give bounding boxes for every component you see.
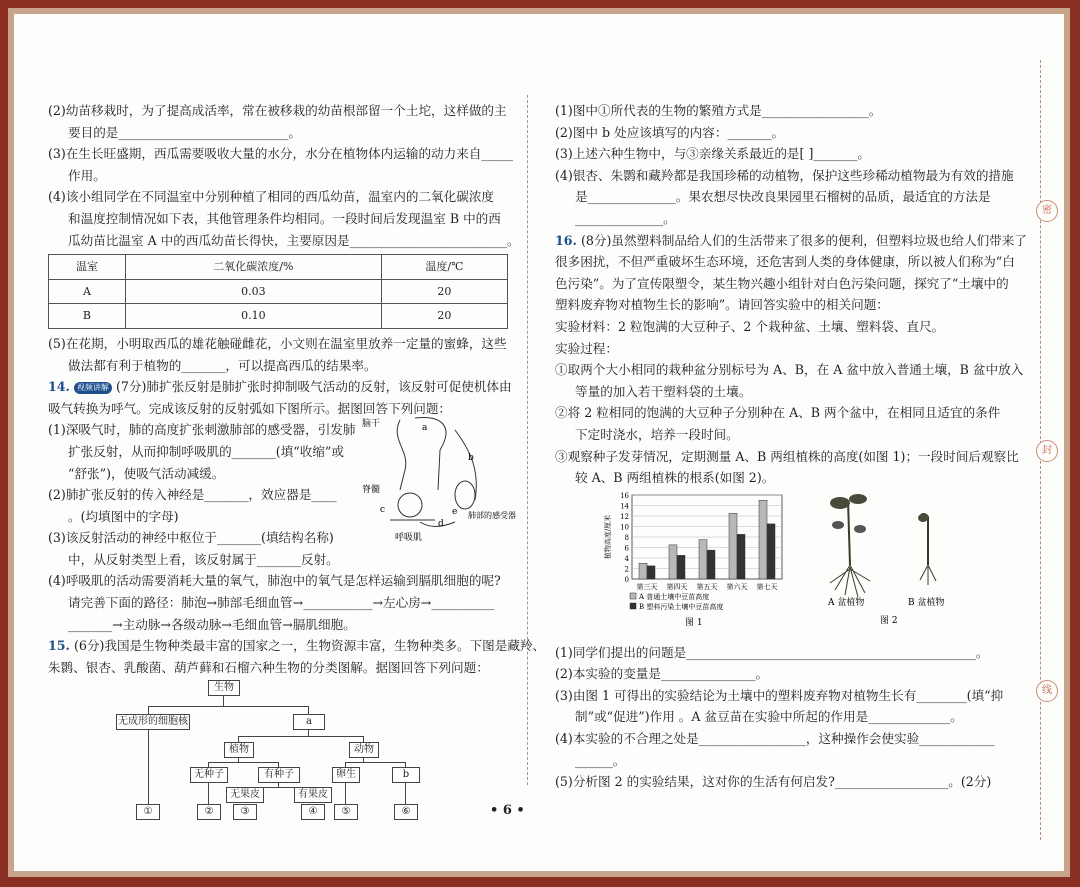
q13-5-line1: (5)在花期，小明取西瓜的雄花触碰雌花，小文则在温室里放养一定量的蜜蜂，这些	[48, 335, 507, 351]
label-brainstem: 脑干	[362, 419, 381, 429]
y-tick-label: 14	[620, 502, 629, 511]
q15-2: (2)图中 b 处应该填写的内容：_______。	[555, 124, 785, 140]
q15-number: 15.	[48, 638, 70, 654]
q15-head-text: (6分)我国是生物种类最丰富的国家之一，生物资源丰富，生物种类多。下图是藏羚、	[73, 638, 546, 654]
q15-4-line1: (4)银杏、朱鹮和藏羚都是我国珍稀的动植物，保护这些珍稀动植物最为有效的措施	[555, 167, 1014, 183]
chart-plot	[603, 492, 782, 611]
plant-figure	[810, 485, 970, 625]
y-tick-label: 2	[624, 565, 629, 574]
lung-receptor	[455, 481, 475, 509]
label-c: c	[380, 505, 386, 515]
tree-node-plant: 植物	[224, 742, 254, 758]
q13-3-line2: 作用。	[68, 167, 106, 183]
page-number: • 6 •	[490, 803, 525, 818]
bar-series-1	[699, 540, 707, 579]
y-tick-label: 4	[624, 555, 629, 563]
tree-leaf-1: ①	[136, 804, 160, 820]
tree-node-no-seed: 无种子	[190, 767, 228, 783]
q16-head-line2: 很多困扰，不但严重破坏生态环境，还危害到人类的身体健康，所以被人们称为“白	[555, 254, 1015, 270]
q13-4-line3: 瓜幼苗比温室 A 中的西瓜幼苗长得快，主要原因是_________________________。	[68, 232, 520, 248]
table-cell: 20	[381, 304, 507, 329]
tree-node-pericarp: 有果皮	[294, 787, 332, 803]
label-spinal: 脊髓	[362, 485, 381, 495]
bar-series-1	[639, 563, 647, 579]
legend-entry: B 塑料污染土壤中豆苗高度	[639, 603, 724, 611]
y-tick-label: 10	[620, 523, 629, 532]
bar-series-2	[677, 555, 685, 579]
q15-1: (1)图中①所代表的生物的繁殖方式是_________________。	[555, 103, 882, 118]
q16-5: (5)分析图 2 的实验结果，这对你的生活有何启发?__________________。(2分)	[555, 774, 992, 790]
table-header: 二氧化碳浓度/%	[125, 255, 381, 280]
y-tick-label: 12	[620, 513, 629, 521]
step1-line2: 等量的加入若干塑料袋的土壤。	[575, 383, 752, 399]
y-tick-label: 6	[624, 544, 629, 553]
q14-4-line1: (4)呼吸肌的活动需要消耗大量的氧气，肺泡中的氧气是怎样运输到膈肌细胞的呢?	[48, 573, 501, 589]
tree-leaf-2: ②	[197, 804, 221, 820]
greenhouse-table	[48, 254, 508, 329]
step3-line2: 较 A、B 两组植株的根系(如图 2)。	[575, 470, 775, 486]
table-cell: 0.10	[125, 304, 381, 329]
bar-series-2	[647, 566, 655, 579]
table-header-row	[49, 255, 508, 280]
q16-head-line1	[555, 230, 1025, 252]
q15-3: (3)上述六种生物中，与③亲缘关系最近的是[ ]_______。	[555, 146, 871, 162]
y-tick-label: 0	[624, 576, 629, 584]
tree-line	[148, 728, 149, 804]
q15-head-line1	[48, 635, 546, 657]
tree-line	[308, 706, 309, 714]
q16-head-line4: 塑料废弃物对植物生长的影响”。请回答实验中的相关问题：	[555, 297, 889, 313]
bar-series-1	[759, 500, 767, 579]
x-tick-label: 第五天	[696, 583, 718, 591]
nerve-b	[455, 430, 476, 500]
classification-tree	[48, 682, 510, 818]
y-tick-label: 8	[624, 534, 629, 542]
q16-3-line1: (3)由图 1 可得出的实验结论为土壤中的塑料废弃物对植物生长有________(填“抑	[555, 687, 1004, 703]
q14-3-line1: (3)该反射活动的神经中枢位于_______(填结构名称)	[48, 530, 334, 546]
table-header: 温度/℃	[381, 255, 507, 280]
nerve-a	[415, 417, 446, 490]
tree-line	[148, 706, 308, 707]
q14-1-line3: “舒张”)，使吸气活动减缓。	[68, 465, 225, 481]
q16-head-line3: 色污染”。为了宣传限塑令，某生物兴趣小组针对白色污染问题，探究了“土壤中的	[555, 275, 1009, 291]
right-column	[555, 100, 1025, 793]
q14-4-line3: _______→主动脉→各级动脉→毛细血管→膈肌细胞。	[68, 616, 356, 632]
q16-2: (2)本实验的变量是_______________。	[555, 666, 769, 682]
table-cell: 20	[381, 279, 507, 304]
q13-4-line2: 和温度控制情况如下表，其他管理条件均相同。一段时间后发现温室 B 中的西	[68, 210, 501, 226]
plant-b-label: B 盆植物	[908, 598, 945, 608]
q16-process: 实验过程：	[555, 340, 618, 356]
label-muscle: 呼吸肌	[395, 533, 423, 543]
q14-1-line2: 扩张反射，从而抑制呼吸肌的_______(填“收缩”或	[68, 443, 344, 459]
q14-4-line2: 请完善下面的路径：肺泡→肺部毛细血管→___________→左心房→__________	[68, 595, 495, 611]
q13-3-line1: (3)在生长旺盛期，西瓜需要吸收大量的水分，水分在植物体内运输的动力来自_____	[48, 146, 513, 162]
step2-line1: ②将 2 粒相同的饱满的大豆种子分别种在 A、B 两个盆中，在相同且适宜的条件	[555, 405, 1001, 421]
q14-subquestions	[48, 419, 368, 570]
tree-node-no-pericarp: 无果皮	[226, 787, 264, 803]
tree-node-seed: 有种子	[258, 767, 300, 783]
q16-materials: 实验材料：2 粒饱满的大豆种子、2 个栽种盆、土壤、塑料袋、直尺。	[555, 318, 945, 334]
tree-leaf-4: ④	[301, 804, 325, 820]
x-tick-label: 第四天	[666, 583, 688, 591]
q16-1: (1)同学们提出的问题是______________________________________________。	[555, 644, 989, 660]
bar-series-1	[729, 513, 737, 579]
tree-line	[345, 762, 405, 763]
tree-leaf-6: ⑥	[394, 804, 418, 820]
tree-node-animal: 动物	[349, 742, 379, 758]
tree-node-oviparous: 卵生	[332, 767, 360, 783]
tree-node-no-nucleus: 无成形的细胞核	[116, 714, 190, 730]
plant-a-label: A 盆植物	[828, 598, 865, 608]
reflex-arc-diagram	[360, 410, 516, 545]
x-tick-label: 第六天	[726, 583, 748, 591]
tree-line	[345, 781, 346, 804]
plant-a-illustration	[830, 494, 870, 597]
q13-5-line2: 做法都有利于植物的_______，可以提高西瓜的结果率。	[68, 357, 377, 373]
plant-b-illustration	[918, 514, 936, 585]
table-header: 温室	[49, 255, 126, 280]
q15-head-line2: 朱鹮、银杏、乳酸菌、葫芦藓和石榴六种生物的分类图解。据图回答下列问题：	[48, 659, 489, 675]
video-badge[interactable]: 视频讲解	[74, 382, 112, 394]
tree-leaf-5: ⑤	[334, 804, 358, 820]
label-a: a	[422, 423, 428, 433]
q14-head-line1	[48, 376, 510, 398]
figure1-caption: 图 1	[685, 618, 703, 628]
bar-series-2	[707, 550, 715, 579]
tree-line	[238, 736, 363, 737]
q14-head-line2: 吸气转换为呼气。完成该反射的反射弧如下图所示。据图回答下列问题：	[48, 400, 451, 416]
brainstem-shape	[397, 420, 406, 490]
q14-2-line2: 。(均填图中的字母)	[68, 508, 179, 524]
label-receptor: 肺部的感受器	[468, 511, 516, 520]
q14-number: 14.	[48, 379, 70, 395]
column-divider	[527, 95, 528, 785]
tree-leaf-3: ③	[233, 804, 257, 820]
bar-series-2	[767, 524, 775, 579]
q15-4-line2: 是______________。果农想尽快改良果园里石榴树的品质，最适宜的方法是	[575, 189, 991, 205]
step1-line1: ①取两个大小相同的栽种盆分别标号为 A、B，在 A 盆中放入普通土壤，B 盆中放入	[555, 362, 1024, 378]
tree-line	[208, 781, 209, 804]
q16-4-line1: (4)本实验的不合理之处是_________________，这种操作会使实验____________	[555, 731, 995, 747]
q16-number: 16.	[555, 232, 577, 248]
q13-2-line2: 要目的是___________________________。	[68, 124, 301, 140]
bar-series-1	[669, 545, 677, 579]
table-cell: 0.03	[125, 279, 381, 304]
table-cell: B	[49, 304, 126, 329]
q14-3-line2: 中，从反射类型上看，该反射属于_______反射。	[68, 551, 339, 567]
q15-4-line3: ______________。	[575, 210, 676, 226]
q14-2-line1: (2)肺扩张反射的传入神经是_______，效应器是____	[48, 487, 337, 503]
seal-mark-bottom: 线	[1036, 680, 1058, 702]
tree-node-root: 生物	[208, 680, 240, 696]
table-cell: A	[49, 279, 126, 304]
seal-mark-mid: 封	[1036, 440, 1058, 462]
label-d: d	[438, 519, 444, 529]
legend-swatch	[630, 603, 636, 609]
legend-swatch	[630, 593, 636, 599]
q16-4-line2: ______。	[575, 752, 626, 768]
q16-3-line2: 制”或“促进”)作用 。A 盆豆苗在实验中所起的作用是_____________。	[575, 709, 963, 725]
step3-line1: ③观察种子发芽情况，定期测量 A、B 两组植株的高度(如图 1)；一段时间后观察比	[555, 448, 1019, 464]
q14-head-text: (7分)肺扩张反射是肺扩张时抑制吸气活动的反射，该反射可促使机体由	[115, 379, 512, 395]
spinal-cord-section	[398, 493, 422, 517]
bar-series-2	[737, 534, 745, 579]
step2-line2: 下定时浇水，培养一段时间。	[575, 426, 739, 442]
q13-2-line1: (2)幼苗移栽时，为了提高成活率，常在被移栽的幼苗根部留一个土坨，这样做的主	[48, 103, 507, 118]
legend-entry: A 普通土壤中豆苗高度	[639, 593, 710, 601]
table-row	[49, 304, 508, 329]
seal-mark-top: 密	[1036, 200, 1058, 222]
table-row	[49, 279, 508, 304]
q16-head-text: (8分)虽然塑料制品给人们的生活带来了很多的便利，但塑料垃圾也给人们带来了	[580, 232, 1027, 248]
label-e: e	[452, 507, 458, 517]
bar-chart	[600, 487, 800, 627]
x-tick-label: 第七天	[756, 583, 778, 591]
figure2-caption: 图 2	[880, 616, 898, 626]
q13-4-line1: (4)该小组同学在不同温室中分别种植了相同的西瓜幼苗，温室内的二氧化碳浓度	[48, 189, 495, 205]
y-tick-label: 16	[620, 492, 629, 500]
x-tick-label: 第三天	[636, 583, 658, 591]
tree-line	[208, 762, 278, 763]
label-b: b	[468, 453, 474, 463]
tree-node-b: b	[392, 767, 420, 783]
tree-line	[405, 781, 406, 804]
tree-node-a: a	[293, 714, 325, 730]
y-axis-label: 植物高度/厘米	[604, 514, 612, 560]
tree-line	[148, 706, 149, 714]
q14-1-line1: (1)深吸气时，肺的高度扩张刺激肺部的感受器，引发肺	[48, 422, 356, 438]
